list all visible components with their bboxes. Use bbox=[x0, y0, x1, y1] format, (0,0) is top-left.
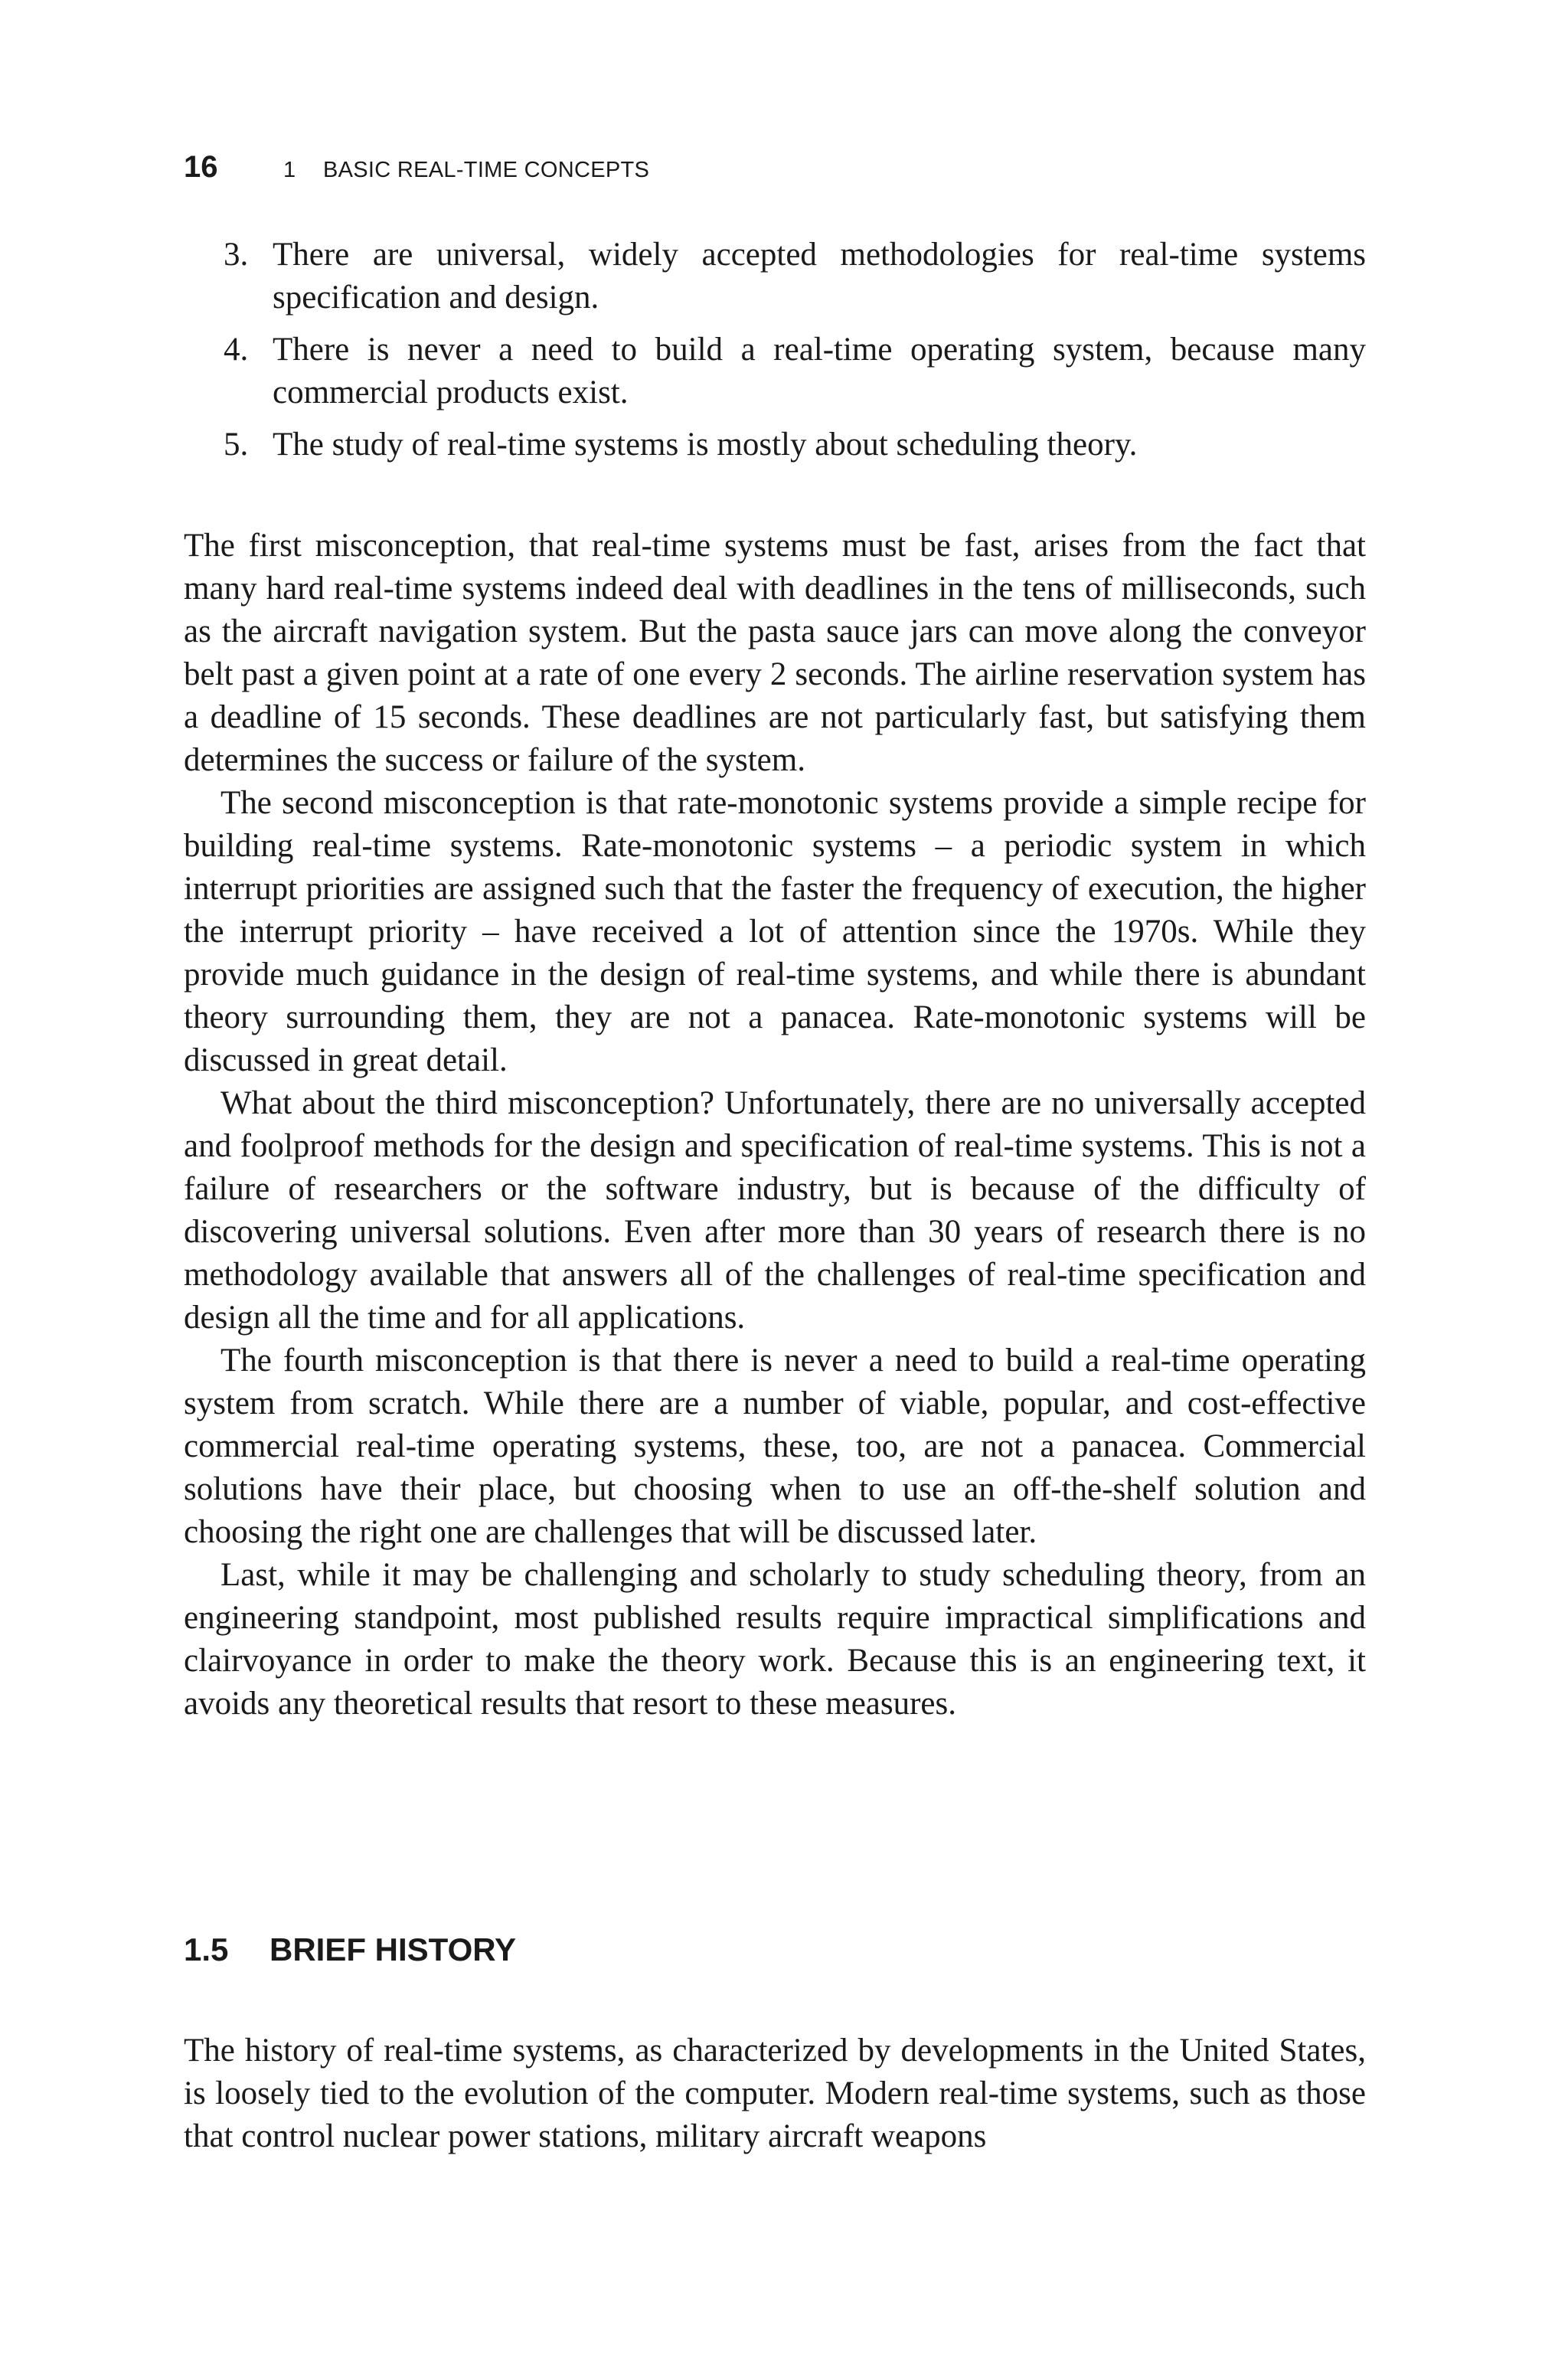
list-item bbox=[184, 329, 1366, 414]
list-item-text: The study of real-time systems is mostly about scheduling theory. bbox=[273, 427, 1138, 463]
list-item-number: 4. bbox=[224, 332, 249, 368]
paragraph: The second misconception is that rate-monotonic systems provide a simple recipe for building real-time systems. Rate-monotonic systems – a periodic system in which interrupt priorities are assigned such that the faster the frequency of execution, the higher the interrupt priority – have received a lot of attention since the 1970s. While they provide much guidance in the design of real-time systems, and while there is abundant theory surrounding them, they are not a panacea. Rate-monotonic systems will be discussed in great detail. bbox=[184, 785, 1366, 1078]
list-item-text: There are universal, widely accepted methodologies for real-time systems specification and design. bbox=[273, 237, 1366, 316]
chapter-number: 1 bbox=[283, 158, 296, 182]
section-title: BRIEF HISTORY bbox=[270, 1931, 517, 1967]
section-heading bbox=[184, 1931, 516, 1968]
section-number: 1.5 bbox=[184, 1931, 229, 1967]
paragraph: Last, while it may be challenging and scholarly to study scheduling theory, from an engineering standpoint, most published results require impractical simplifications and clairvoyance in order to make the theory work. Because this is an engineering text, it avoids any theoretical results that resort to these measures. bbox=[184, 1557, 1366, 1722]
paragraph: The history of real-time systems, as characterized by developments in the United States, is loosely tied to the evolution of the computer. Modern real-time systems, such as those that control nuclear power stations, military aircraft weapons bbox=[184, 2033, 1366, 2154]
misconceptions-list bbox=[184, 234, 1366, 476]
misconceptions-discussion bbox=[184, 525, 1366, 1725]
list-item bbox=[184, 424, 1366, 466]
running-head bbox=[184, 150, 649, 185]
list-item-number: 5. bbox=[224, 427, 249, 463]
page-number: 16 bbox=[184, 150, 218, 184]
paragraph: What about the third misconception? Unfortunately, there are no universally accepted and foolproof methods for the design and specification of real-time systems. This is not a failure of researchers or the software industry, but is because of the difficulty of discovering universal solutions. Even after more than 30 years of research there is no methodology available that answers all of the challenges of real-time specification and design all the time and for all applications. bbox=[184, 1085, 1366, 1336]
paragraph: The first misconception, that real-time systems must be fast, arises from the fact that many hard real-time systems indeed deal with deadlines in the tens of milliseconds, such as the aircraft navigation system. But the pasta sauce jars can move along the conveyor belt past a given point at a rate of one every 2 seconds. The airline reservation system has a deadline of 15 seconds. These deadlines are not particularly fast, but satisfying them determines the success or failure of the system. bbox=[184, 528, 1366, 778]
list-item bbox=[184, 234, 1366, 319]
list-item-number: 3. bbox=[224, 237, 249, 273]
chapter-title: BASIC REAL-TIME CONCEPTS bbox=[323, 158, 650, 182]
paragraph: The fourth misconception is that there is never a need to build a real-time operating system from scratch. While there are a number of viable, popular, and cost-effective commercial real-time operating systems, these, too, are not a panacea. Commercial solutions have their place, but choosing when to use an off-the-shelf solution and choosing the right one are challenges that will be discussed later. bbox=[184, 1343, 1366, 1550]
history-section-body bbox=[184, 2029, 1366, 2158]
list-item-text: There is never a need to build a real-time operating system, because many commercial products exist. bbox=[273, 332, 1366, 410]
